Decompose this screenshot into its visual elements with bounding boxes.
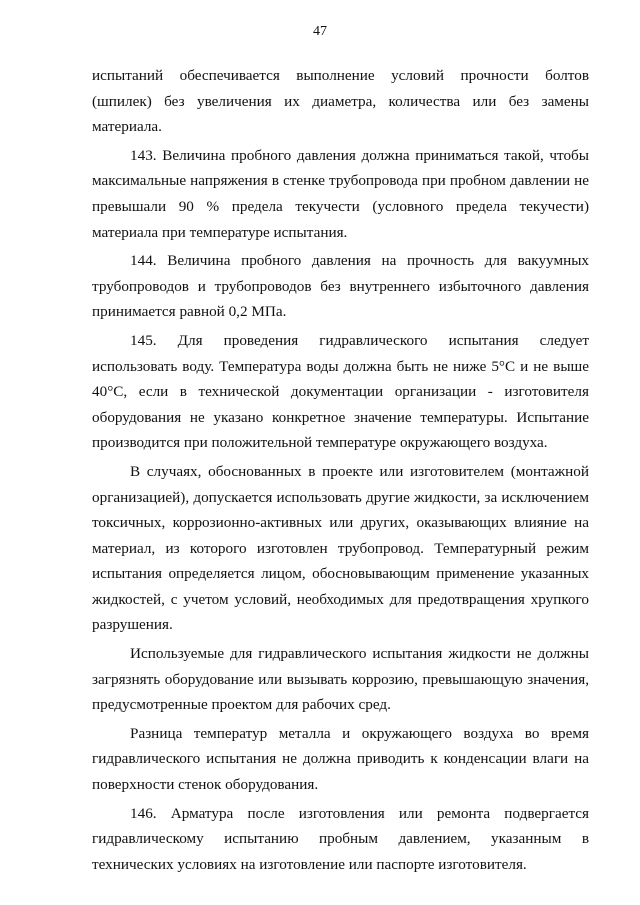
paragraph-144: 144. Величина пробного давления на прочность для вакуумных трубопроводов и трубопроводов без внутреннего избыточного давления принимается равной 0,2 МПа. [92, 252, 589, 321]
paragraph-other-liquids: В случаях, обоснованных в проекте или изготовителем (монтажной организацией), допускается использовать другие жидкости, за исключением токсичных, коррозионно-активных или других, оказывающих влияние на материал, из которого изготовлен трубопровод. Температурный режим испытания определяется лицом, обосновывающим применение указанных жидкостей, с учетом условий, необходимых для предотвращения хрупкого разрушения. [92, 462, 589, 634]
paragraph-145: 145. Для проведения гидравлического испытания следует использовать воду. Температура воды должна быть не ниже 5°С и не выше 40°С, если в технической документации организации - изготовителя оборудования не указано конкретное значение температуры. Испытание производится при положительной температуре окружающего воздуха. [92, 331, 589, 452]
paragraph-continuation: испытаний обеспечивается выполнение условий прочности болтов (шпилек) без увеличения их диаметра, количества или без замены материала. [92, 67, 589, 136]
paragraph-146: 146. Арматура после изготовления или ремонта подвергается гидравлическому испытанию пробным давлением, указанным в технических условиях на изготовление или паспорте изготовителя. [92, 804, 589, 873]
paragraph-temperature-difference: Разница температур металла и окружающего воздуха во время гидравлического испытания не должна приводить к конденсации влаги на поверхности стенок оборудования. [92, 724, 589, 794]
paragraph-143: 143. Величина пробного давления должна приниматься такой, чтобы максимальные напряжения в стенке трубопровода при пробном давлении не превышали 90 % предела текучести (условного предела текучести) материала при температуре испытания. [92, 146, 589, 241]
page-number: 47 [313, 24, 327, 39]
paragraph-liquids-corrosion: Используемые для гидравлического испытания жидкости не должны загрязнять оборудование или вызывать коррозию, превышающую значения, предусмотренные проектом для рабочих сред. [92, 645, 589, 714]
document-body [92, 63, 589, 880]
